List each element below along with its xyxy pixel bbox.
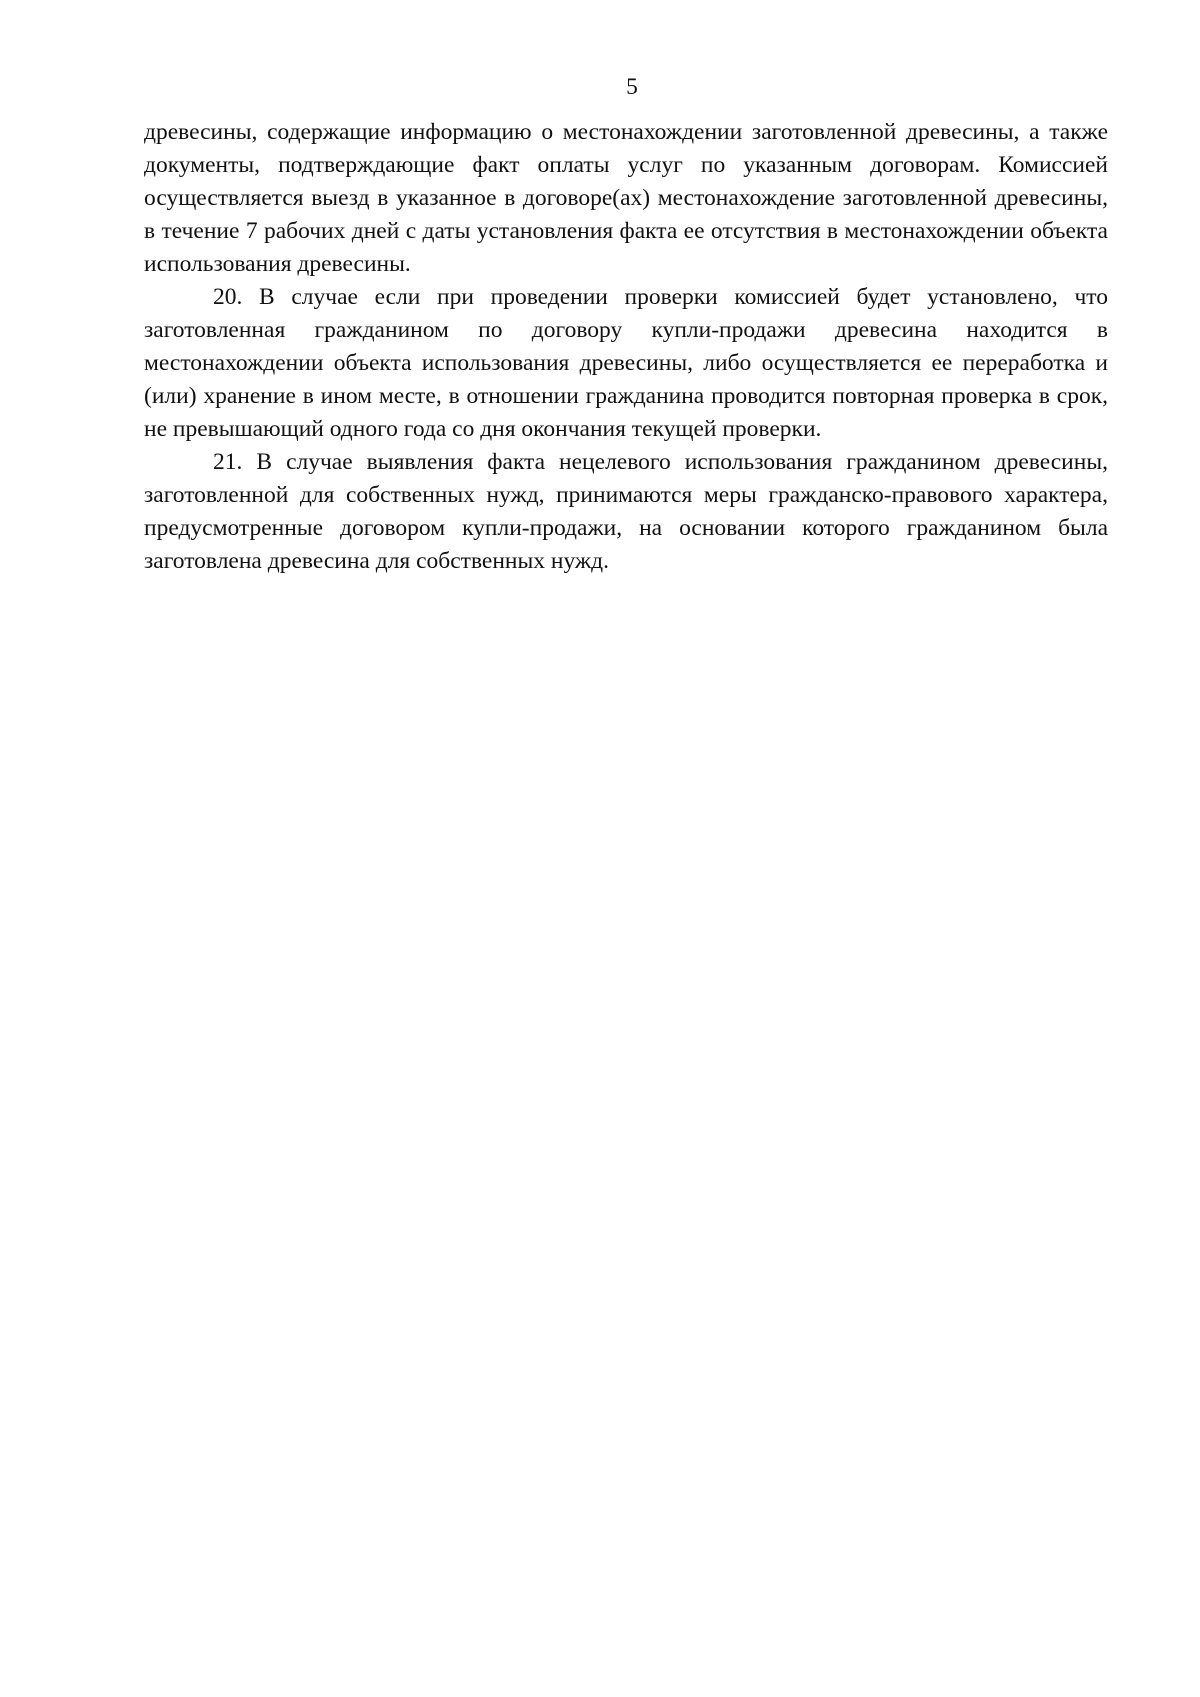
paragraph-21: 21. В случае выявления факта нецелевого использования гражданином древесины, заготовленной для собственных нужд, принимаются меры гражданско-правового характера, предусмотренные договором купли-продажи, на основании которого гражданином была заготовлена древесина для собственных нужд. [144,449,1108,574]
paragraph-20: 20. В случае если при проведении проверки комиссией будет установлено, что заготовленная гражданином по договору купли-продажи древесина находится в местонахождении объекта использования древесины, либо осуществляется ее переработка и (или) хранение в ином месте, в отношении гражданина проводится повторная проверка в срок, не превышающий одного года со дня окончания текущей проверки. [144,284,1108,442]
page-number: 5 [626,74,638,100]
paragraph-continuation: древесины, содержащие информацию о местонахождении заготовленной древесины, а также документы, подтверждающие факт оплаты услуг по указанным договорам. Комиссией осуществляется выезд в указанное в договоре(ах) местонахождение заготовленной древесины, в течение 7 рабочих дней с даты установления факта ее отсутствия в местонахождении объекта использования древесины. [144,119,1108,277]
document-body [144,116,1108,578]
